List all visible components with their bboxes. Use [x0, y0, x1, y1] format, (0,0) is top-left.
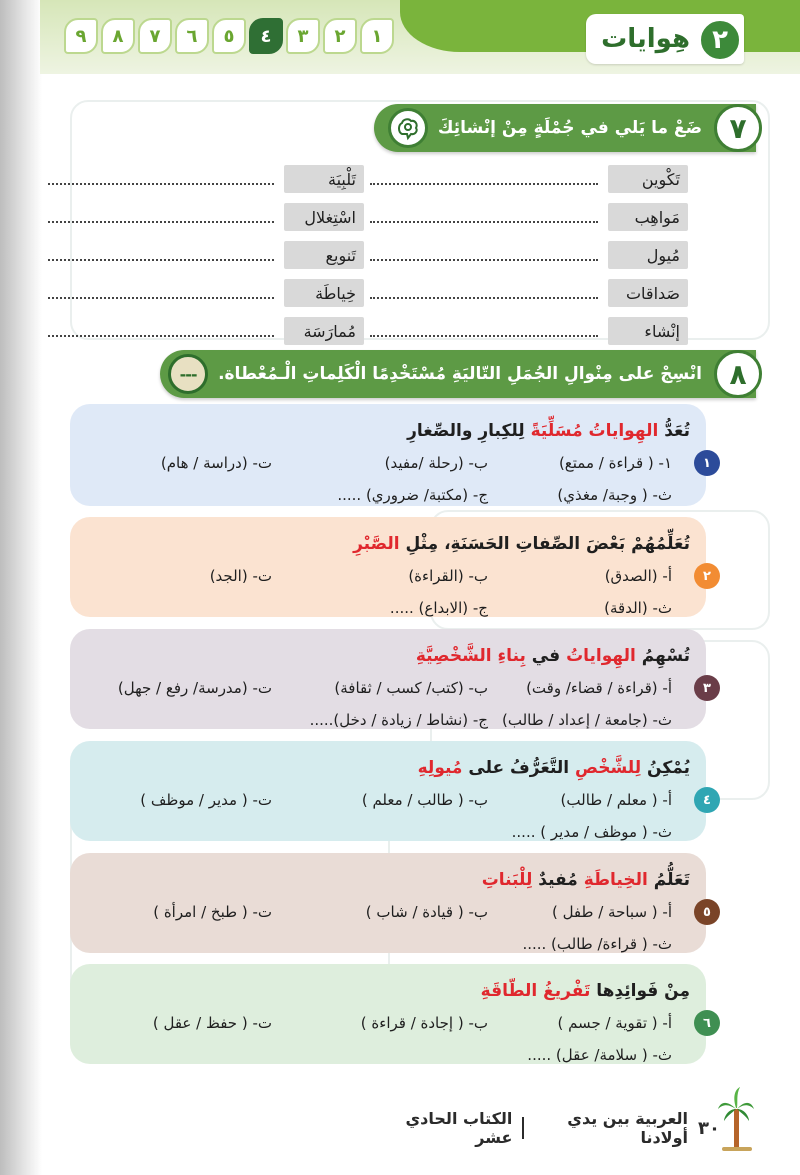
highlighted-phrase: الهِواياتُ [566, 646, 636, 666]
sentence-text: مُفيدٌ [532, 870, 584, 890]
section-7-number: ٧ [714, 104, 762, 152]
sentence-text: تُعَدُّ [658, 421, 690, 441]
unit-nav-item[interactable]: ٣ [286, 18, 320, 54]
word-option: ث- ( سلامة/ عقل) ..... [527, 1046, 672, 1064]
word-box: تَلْبِيَة [284, 165, 364, 193]
answer-dotted-line[interactable] [370, 325, 598, 337]
section-7-row-left [48, 240, 364, 270]
unit-nav-item[interactable]: ١ [360, 18, 394, 54]
section-8-number: ٨ [714, 350, 762, 398]
exercise-card [70, 853, 711, 953]
word-option: ب- (القراءة) [408, 567, 488, 585]
options-line [84, 1008, 690, 1038]
unit-nav-item[interactable]: ٦ [175, 18, 209, 54]
writing-dashes-icon: --- [168, 354, 208, 394]
word-option: ج- (الابداع) ..... [389, 599, 488, 617]
section-7-row-left [48, 164, 364, 194]
exercise-number-badge: ٢ [694, 563, 720, 589]
word-option: ب- ( طالب / معلم ) [361, 791, 488, 809]
word-box: صَداقات [608, 279, 688, 307]
page-binding-edge [0, 0, 42, 1175]
exercise-number-badge: ٦ [694, 1010, 720, 1036]
section-7-row-left [48, 278, 364, 308]
unit-nav-item[interactable]: ٥ [212, 18, 246, 54]
sentence-text: التَّعَرُّفُ على [462, 758, 576, 778]
book-name: الكتاب الحادي عشر [405, 1109, 513, 1147]
exercise-card [70, 629, 711, 729]
highlighted-phrase: مُيولِهِ [417, 758, 463, 778]
options-line [84, 897, 690, 927]
section-8-title: انْسِجْ على مِنْوالِ الجُمَلِ التّاليَةِ مُسْتَخْدِمًا الْكَلِماتِ الْـمُعْطاة. [218, 364, 702, 384]
word-box: اسْتِغلال [284, 203, 364, 231]
exercise-number-badge: ٣ [694, 675, 720, 701]
sentence-text: يُمْكِنُ [641, 758, 690, 778]
options-line [84, 480, 690, 510]
footer-separator [522, 1117, 524, 1139]
answer-dotted-line[interactable] [370, 173, 598, 185]
options-line [84, 593, 690, 623]
unit-number-badge: ٢ [698, 18, 742, 62]
model-sentence [84, 641, 690, 671]
answer-dotted-line[interactable] [48, 325, 274, 337]
word-option: أ- ( معلم / طالب) [560, 791, 672, 809]
section-7-row-right [370, 240, 688, 270]
word-option: أ- ( سباحة / طفل ) [551, 903, 672, 921]
word-option: أ- (قراءة / قضاء/ وقت) [526, 679, 672, 697]
word-option: ث- (جامعة / إعداد / طالب) [502, 711, 672, 729]
section-7-banner [374, 104, 756, 152]
highlighted-phrase: الصَّبْرِ [353, 534, 400, 554]
word-box: مُمارَسَة [284, 317, 364, 345]
exercise-number-badge: ٥ [694, 899, 720, 925]
section-7-row-right [370, 164, 688, 194]
word-option: ث- ( موظف / مدير ) ..... [511, 823, 672, 841]
sentence-text: تَعَلُّمُ [647, 870, 690, 890]
sentence-text: في [525, 646, 567, 666]
word-option: ج- (مكتبة/ ضروري) ..... [337, 486, 488, 504]
model-sentence [84, 865, 690, 895]
word-option: ١- ( قراءة / ممتع) [558, 454, 672, 472]
word-option: ت- ( طبخ / امرأة ) [153, 903, 272, 921]
word-option: ث- ( وجبة/ مغذي) [557, 486, 672, 504]
word-option: ب- (كتب/ كسب / ثقافة) [334, 679, 488, 697]
highlighted-phrase: لِلشَّخْصِ [575, 758, 642, 778]
word-box: تَكْوين [608, 165, 688, 193]
word-option: أ- (الصدق) [604, 567, 672, 585]
word-option: ج- (نشاط / زيادة / دخل)..... [309, 711, 488, 729]
word-option: ث- ( قراءة/ طالب) ..... [522, 935, 672, 953]
section-7-title: ضَعْ ما يَلي في جُمْلَةٍ مِنْ إنْشائِكَ [437, 118, 702, 138]
answer-dotted-line[interactable] [370, 249, 598, 261]
book-series: العربية بين يدي أولادنا [567, 1109, 689, 1147]
section-7-row-left [48, 202, 364, 232]
unit-title: هِوايات [601, 24, 690, 54]
options-line [84, 785, 690, 815]
exercise-number-badge: ٤ [694, 787, 720, 813]
answer-dotted-line[interactable] [48, 211, 274, 223]
sentence-text: لِلكِبارِ والصِّغارِ [407, 421, 531, 441]
answer-dotted-line[interactable] [48, 249, 274, 261]
options-line [84, 448, 690, 478]
model-sentence [84, 753, 690, 783]
palm-tree-icon [716, 1085, 756, 1155]
options-line [84, 1040, 690, 1070]
answer-dotted-line[interactable] [370, 287, 598, 299]
word-option: ت- ( حفظ / عقل ) [152, 1014, 272, 1032]
unit-nav-item[interactable]: ٧ [138, 18, 172, 54]
highlighted-phrase: الهِواياتُ مُسَلِّيَةً [530, 421, 659, 441]
highlighted-phrase: تَفْريغُ الطّاقَةِ [480, 981, 591, 1001]
section-8-banner [160, 350, 756, 398]
exercise-card [70, 404, 711, 506]
unit-nav-item[interactable]: ٨ [101, 18, 135, 54]
sentence-text: مِنْ فَوائِدِها [590, 981, 690, 1001]
unit-nav-item[interactable]: ٢ [323, 18, 357, 54]
word-option: ب- ( قيادة / شاب ) [365, 903, 488, 921]
highlighted-phrase: بِناءِ الشَّخْصِيَّةِ [415, 646, 526, 666]
options-line [84, 929, 690, 959]
model-sentence [84, 976, 690, 1006]
unit-nav-item[interactable]: ٤ [249, 18, 283, 54]
options-line [84, 705, 690, 735]
sentence-text: تُسْهِمُ [635, 646, 690, 666]
word-option: ت- ( مدير / موظف ) [140, 791, 272, 809]
exercise-card [70, 964, 711, 1064]
word-option: ت- (مدرسة/ رفع / جهل) [117, 679, 272, 697]
page-footer [380, 1110, 720, 1146]
options-line [84, 673, 690, 703]
word-option: ت- (الجد) [209, 567, 272, 585]
word-option: ت- (دراسة / هام) [160, 454, 272, 472]
options-line [84, 817, 690, 847]
sentence-text: تُعَلِّمُهُمْ بَعْضَ الصِّفاتِ الحَسَنَةِ، مِثْلِ [399, 534, 690, 554]
word-option: ب- (رحلة /مفيد) [384, 454, 488, 472]
model-sentence [84, 529, 690, 559]
word-box: مَواهِب [608, 203, 688, 231]
word-box: خِياطَة [284, 279, 364, 307]
options-line [84, 561, 690, 591]
page-number: ٣٠ [698, 1117, 720, 1139]
highlighted-phrase: الخِياطَةِ [583, 870, 648, 890]
answer-dotted-line[interactable] [370, 211, 598, 223]
unit-nav-item[interactable]: ٩ [64, 18, 98, 54]
unit-navigation [64, 18, 394, 54]
section-7-row-right [370, 316, 688, 346]
word-option: ب- ( إجادة / قراءة ) [360, 1014, 488, 1032]
answer-dotted-line[interactable] [48, 173, 274, 185]
highlighted-phrase: لِلْبَناتِ [481, 870, 533, 890]
exercise-number-badge: ١ [694, 450, 720, 476]
model-sentence [84, 416, 690, 446]
exercise-card [70, 517, 711, 617]
word-box: مُيول [608, 241, 688, 269]
word-box: تَنويع [284, 241, 364, 269]
word-option: ث- (الدقة) [604, 599, 672, 617]
word-option: أ- ( تقوية / جسم ) [557, 1014, 672, 1032]
section-7-row-right [370, 278, 688, 308]
exercise-card [70, 741, 711, 841]
word-box: إنْشاء [608, 317, 688, 345]
section-7-row-left [48, 316, 364, 346]
answer-dotted-line[interactable] [48, 287, 274, 299]
brain-gear-icon [388, 108, 428, 148]
section-7-row-right [370, 202, 688, 232]
